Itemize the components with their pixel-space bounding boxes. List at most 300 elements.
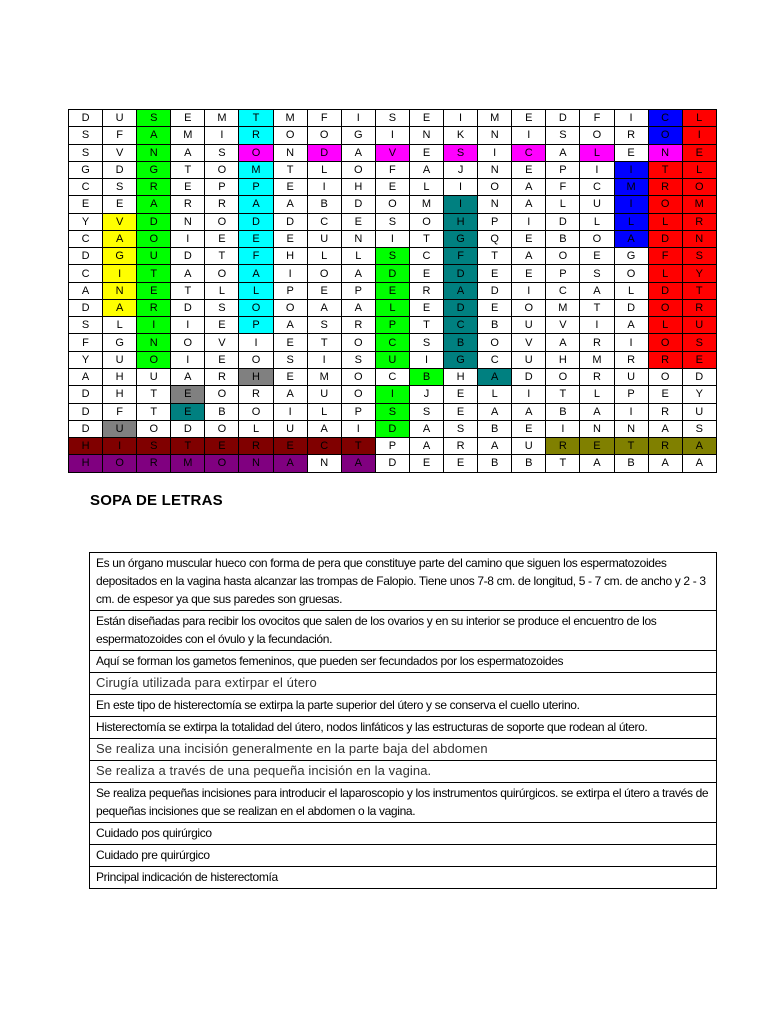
grid-cell: H: [103, 368, 137, 385]
grid-cell: T: [307, 334, 341, 351]
grid-cell: D: [137, 213, 171, 230]
grid-cell: A: [478, 368, 512, 385]
clue-row: [90, 823, 717, 845]
grid-cell: G: [103, 334, 137, 351]
grid-cell: D: [171, 420, 205, 437]
grid-cell: S: [682, 334, 716, 351]
grid-cell: A: [273, 196, 307, 213]
grid-cell: H: [103, 386, 137, 403]
grid-cell: U: [375, 351, 409, 368]
grid-cell: N: [648, 144, 682, 161]
grid-cell: G: [614, 248, 648, 265]
grid-cell: L: [682, 110, 716, 127]
grid-cell: E: [171, 386, 205, 403]
grid-row: [69, 230, 717, 247]
grid-cell: O: [648, 127, 682, 144]
grid-cell: R: [205, 196, 239, 213]
grid-cell: R: [614, 127, 648, 144]
grid-cell: O: [239, 299, 273, 316]
grid-cell: E: [444, 403, 478, 420]
grid-cell: D: [478, 282, 512, 299]
grid-cell: I: [273, 403, 307, 420]
grid-cell: M: [409, 196, 443, 213]
grid-cell: D: [69, 420, 103, 437]
grid-cell: N: [478, 196, 512, 213]
grid-cell: N: [682, 230, 716, 247]
grid-row: [69, 127, 717, 144]
clue-text: Es un órgano muscular hueco con forma de pera que constituye parte del camino que siguen los espermatozoides depositados en la vagina hasta alcanzar las trompas de Falopio. Tiene unos 7-8 cm. de longitud, 5 - 7 cm. de ancho y 2 - 3 cm. de espesor ya que sus paredes son gruesas.: [90, 553, 717, 611]
grid-row: [69, 386, 717, 403]
grid-cell: D: [171, 248, 205, 265]
clue-text: Aquí se forman los gametos femeninos, que pueden ser fecundados por los espermatozoides: [90, 651, 717, 673]
grid-cell: I: [239, 334, 273, 351]
word-search-grid: [68, 109, 717, 473]
grid-cell: I: [444, 179, 478, 196]
grid-cell: I: [614, 403, 648, 420]
grid-cell: O: [648, 299, 682, 316]
grid-cell: P: [614, 386, 648, 403]
grid-cell: S: [205, 144, 239, 161]
grid-cell: D: [546, 213, 580, 230]
grid-cell: A: [409, 438, 443, 455]
grid-cell: A: [546, 334, 580, 351]
grid-cell: F: [239, 248, 273, 265]
grid-cell: O: [682, 179, 716, 196]
grid-cell: O: [137, 420, 171, 437]
grid-cell: N: [341, 230, 375, 247]
grid-cell: V: [103, 213, 137, 230]
grid-cell: D: [375, 455, 409, 472]
grid-cell: R: [171, 196, 205, 213]
grid-cell: R: [341, 317, 375, 334]
grid-cell: I: [580, 161, 614, 178]
grid-row: [69, 403, 717, 420]
grid-cell: A: [409, 161, 443, 178]
grid-cell: C: [307, 438, 341, 455]
grid-cell: C: [69, 179, 103, 196]
grid-cell: E: [171, 179, 205, 196]
grid-cell: L: [580, 213, 614, 230]
grid-cell: N: [580, 420, 614, 437]
grid-row: [69, 213, 717, 230]
grid-cell: I: [307, 179, 341, 196]
grid-cell: E: [682, 144, 716, 161]
grid-cell: O: [137, 351, 171, 368]
grid-cell: R: [409, 282, 443, 299]
grid-cell: I: [409, 351, 443, 368]
grid-cell: A: [307, 420, 341, 437]
grid-cell: C: [648, 110, 682, 127]
grid-cell: V: [103, 144, 137, 161]
grid-cell: E: [341, 213, 375, 230]
grid-cell: I: [614, 196, 648, 213]
grid-cell: A: [137, 127, 171, 144]
grid-cell: D: [103, 161, 137, 178]
grid-cell: I: [546, 420, 580, 437]
grid-cell: I: [137, 317, 171, 334]
grid-cell: E: [409, 299, 443, 316]
grid-cell: E: [273, 334, 307, 351]
grid-cell: L: [239, 420, 273, 437]
page-title: SOPA DE LETRAS: [90, 492, 223, 509]
grid-cell: I: [682, 127, 716, 144]
grid-cell: O: [171, 334, 205, 351]
grid-cell: R: [205, 368, 239, 385]
grid-cell: S: [546, 127, 580, 144]
grid-cell: A: [341, 144, 375, 161]
grid-cell: Y: [682, 386, 716, 403]
clue-text: Cirugía utilizada para extirpar el útero: [90, 673, 717, 695]
grid-cell: B: [409, 368, 443, 385]
grid-cell: I: [444, 196, 478, 213]
grid-cell: A: [239, 196, 273, 213]
grid-cell: G: [69, 161, 103, 178]
clue-row: [90, 651, 717, 673]
grid-cell: T: [137, 403, 171, 420]
grid-cell: R: [137, 179, 171, 196]
grid-cell: A: [137, 196, 171, 213]
grid-cell: E: [375, 282, 409, 299]
grid-cell: T: [648, 161, 682, 178]
grid-cell: B: [478, 455, 512, 472]
clue-text: Se realiza una incisión generalmente en la parte baja del abdomen: [90, 739, 717, 761]
grid-cell: S: [137, 110, 171, 127]
grid-cell: U: [580, 196, 614, 213]
grid-cell: E: [512, 265, 546, 282]
grid-cell: B: [444, 334, 478, 351]
grid-cell: T: [580, 299, 614, 316]
grid-cell: S: [103, 179, 137, 196]
grid-cell: P: [273, 282, 307, 299]
grid-cell: O: [546, 248, 580, 265]
grid-cell: T: [546, 386, 580, 403]
grid-cell: D: [69, 248, 103, 265]
grid-cell: U: [307, 386, 341, 403]
grid-cell: M: [546, 299, 580, 316]
grid-cell: F: [375, 161, 409, 178]
grid-cell: R: [137, 299, 171, 316]
grid-cell: P: [375, 438, 409, 455]
grid-cell: B: [307, 196, 341, 213]
grid-cell: U: [512, 438, 546, 455]
grid-cell: A: [69, 368, 103, 385]
grid-cell: A: [171, 368, 205, 385]
grid-cell: I: [375, 127, 409, 144]
grid-cell: L: [341, 248, 375, 265]
clue-text: Se realiza a través de una pequeña incisión en la vagina.: [90, 761, 717, 783]
grid-cell: L: [648, 317, 682, 334]
grid-cell: A: [307, 299, 341, 316]
grid-cell: A: [103, 230, 137, 247]
grid-cell: I: [444, 110, 478, 127]
grid-cell: D: [546, 110, 580, 127]
grid-cell: B: [512, 455, 546, 472]
grid-cell: R: [137, 455, 171, 472]
grid-cell: N: [171, 213, 205, 230]
grid-cell: V: [205, 334, 239, 351]
grid-cell: L: [580, 386, 614, 403]
clue-text: Se realiza pequeñas incisiones para introducir el laparoscopio y los instrumentos quirúrgicos. se extirpa el útero a través de pequeñas incisiones que se realizan en el abdomen o la vagina.: [90, 783, 717, 823]
grid-cell: G: [137, 161, 171, 178]
grid-cell: S: [69, 317, 103, 334]
grid-cell: O: [273, 299, 307, 316]
grid-cell: B: [546, 230, 580, 247]
grid-cell: D: [273, 213, 307, 230]
grid-cell: E: [137, 282, 171, 299]
grid-cell: O: [103, 455, 137, 472]
grid-cell: D: [69, 386, 103, 403]
grid-cell: S: [137, 438, 171, 455]
grid-cell: D: [648, 282, 682, 299]
grid-cell: E: [409, 144, 443, 161]
grid-cell: S: [682, 420, 716, 437]
clue-row: [90, 783, 717, 823]
clue-text: Cuidado pos quirúrgico: [90, 823, 717, 845]
grid-cell: O: [137, 230, 171, 247]
grid-cell: M: [682, 196, 716, 213]
grid-cell: A: [580, 282, 614, 299]
grid-cell: O: [580, 230, 614, 247]
grid-cell: O: [307, 127, 341, 144]
grid-cell: A: [171, 144, 205, 161]
grid-cell: S: [273, 351, 307, 368]
grid-cell: A: [273, 455, 307, 472]
grid-cell: D: [171, 299, 205, 316]
grid-cell: T: [137, 265, 171, 282]
grid-row: [69, 334, 717, 351]
grid-cell: C: [69, 265, 103, 282]
grid-cell: I: [341, 110, 375, 127]
grid-cell: T: [171, 161, 205, 178]
grid-cell: F: [648, 248, 682, 265]
grid-cell: D: [375, 420, 409, 437]
grid-cell: A: [512, 196, 546, 213]
grid-cell: L: [546, 196, 580, 213]
grid-row: [69, 282, 717, 299]
grid-cell: C: [409, 248, 443, 265]
grid-row: [69, 438, 717, 455]
grid-cell: N: [614, 420, 648, 437]
grid-cell: P: [546, 161, 580, 178]
grid-cell: F: [103, 127, 137, 144]
grid-cell: L: [307, 161, 341, 178]
grid-cell: E: [273, 179, 307, 196]
grid-cell: O: [478, 334, 512, 351]
grid-cell: Q: [478, 230, 512, 247]
grid-cell: T: [682, 282, 716, 299]
grid-cell: M: [580, 351, 614, 368]
grid-cell: I: [171, 230, 205, 247]
grid-cell: D: [375, 265, 409, 282]
grid-cell: S: [69, 127, 103, 144]
grid-cell: V: [546, 317, 580, 334]
grid-cell: E: [409, 110, 443, 127]
grid-cell: P: [205, 179, 239, 196]
grid-cell: U: [682, 403, 716, 420]
grid-row: [69, 299, 717, 316]
clue-row: [90, 611, 717, 651]
grid-cell: E: [512, 230, 546, 247]
grid-cell: M: [307, 368, 341, 385]
grid-cell: C: [546, 282, 580, 299]
grid-cell: E: [171, 110, 205, 127]
grid-row: [69, 161, 717, 178]
grid-cell: R: [648, 179, 682, 196]
grid-cell: R: [648, 403, 682, 420]
grid-cell: C: [580, 179, 614, 196]
grid-cell: T: [171, 282, 205, 299]
grid-cell: E: [205, 317, 239, 334]
grid-cell: N: [478, 161, 512, 178]
grid-cell: O: [205, 161, 239, 178]
grid-cell: U: [512, 317, 546, 334]
grid-cell: O: [648, 334, 682, 351]
grid-cell: F: [546, 179, 580, 196]
grid-cell: I: [103, 438, 137, 455]
grid-cell: U: [307, 230, 341, 247]
grid-cell: D: [341, 196, 375, 213]
grid-cell: T: [137, 386, 171, 403]
grid-cell: I: [171, 351, 205, 368]
grid-cell: E: [205, 351, 239, 368]
grid-cell: O: [205, 386, 239, 403]
grid-cell: U: [273, 420, 307, 437]
grid-cell: E: [478, 265, 512, 282]
grid-cell: S: [375, 213, 409, 230]
grid-cell: E: [273, 230, 307, 247]
grid-cell: D: [69, 110, 103, 127]
grid-cell: O: [341, 368, 375, 385]
grid-cell: A: [273, 386, 307, 403]
grid-cell: O: [648, 196, 682, 213]
grid-cell: L: [103, 317, 137, 334]
grid-cell: E: [512, 110, 546, 127]
grid-cell: A: [512, 248, 546, 265]
grid-cell: S: [682, 248, 716, 265]
grid-cell: V: [512, 334, 546, 351]
grid-cell: R: [682, 213, 716, 230]
grid-cell: O: [409, 213, 443, 230]
grid-cell: D: [307, 144, 341, 161]
grid-cell: G: [444, 230, 478, 247]
grid-cell: D: [682, 368, 716, 385]
grid-cell: G: [341, 127, 375, 144]
clue-row: [90, 845, 717, 867]
grid-cell: M: [614, 179, 648, 196]
grid-cell: I: [375, 386, 409, 403]
grid-cell: E: [375, 179, 409, 196]
grid-cell: J: [444, 161, 478, 178]
grid-cell: F: [103, 403, 137, 420]
clues-table: [89, 552, 717, 889]
grid-cell: P: [478, 213, 512, 230]
grid-cell: C: [512, 144, 546, 161]
grid-cell: L: [614, 282, 648, 299]
grid-cell: H: [273, 248, 307, 265]
grid-cell: A: [239, 265, 273, 282]
grid-cell: J: [409, 386, 443, 403]
grid-cell: I: [512, 127, 546, 144]
grid-cell: E: [580, 438, 614, 455]
grid-cell: S: [409, 403, 443, 420]
clue-row: [90, 761, 717, 783]
grid-cell: B: [205, 403, 239, 420]
grid-cell: U: [103, 351, 137, 368]
grid-cell: I: [580, 317, 614, 334]
grid-cell: T: [341, 438, 375, 455]
grid-cell: T: [478, 248, 512, 265]
grid-cell: T: [171, 438, 205, 455]
grid-cell: R: [580, 334, 614, 351]
grid-cell: I: [341, 420, 375, 437]
grid-cell: Y: [69, 213, 103, 230]
grid-cell: U: [137, 368, 171, 385]
grid-cell: B: [478, 420, 512, 437]
grid-cell: I: [273, 265, 307, 282]
grid-cell: S: [580, 265, 614, 282]
grid-cell: S: [375, 248, 409, 265]
clue-text: En este tipo de histerectomía se extirpa la parte superior del útero y se conserva el cuello uterino.: [90, 695, 717, 717]
grid-cell: L: [307, 248, 341, 265]
grid-cell: N: [273, 144, 307, 161]
grid-row: [69, 196, 717, 213]
grid-cell: F: [444, 248, 478, 265]
grid-cell: O: [205, 213, 239, 230]
grid-cell: C: [307, 213, 341, 230]
grid-cell: B: [546, 403, 580, 420]
grid-cell: N: [137, 144, 171, 161]
grid-cell: O: [205, 265, 239, 282]
grid-cell: T: [273, 161, 307, 178]
grid-row: [69, 110, 717, 127]
grid-cell: S: [409, 334, 443, 351]
grid-cell: R: [682, 299, 716, 316]
grid-cell: O: [341, 334, 375, 351]
grid-cell: A: [580, 403, 614, 420]
grid-cell: A: [648, 455, 682, 472]
grid-cell: A: [614, 317, 648, 334]
grid-cell: K: [444, 127, 478, 144]
grid-cell: E: [239, 230, 273, 247]
grid-cell: A: [444, 282, 478, 299]
grid-cell: T: [546, 455, 580, 472]
grid-cell: I: [614, 334, 648, 351]
grid-cell: R: [239, 438, 273, 455]
grid-cell: C: [375, 334, 409, 351]
grid-cell: A: [648, 420, 682, 437]
grid-row: [69, 420, 717, 437]
grid-cell: E: [512, 161, 546, 178]
clue-row: [90, 553, 717, 611]
grid-cell: R: [614, 351, 648, 368]
grid-cell: I: [103, 265, 137, 282]
grid-cell: C: [444, 317, 478, 334]
grid-cell: N: [409, 127, 443, 144]
grid-cell: D: [648, 230, 682, 247]
grid-cell: P: [239, 317, 273, 334]
grid-cell: E: [409, 265, 443, 282]
grid-cell: M: [171, 127, 205, 144]
grid-cell: D: [239, 213, 273, 230]
grid-cell: T: [614, 438, 648, 455]
grid-cell: I: [307, 351, 341, 368]
grid-cell: C: [69, 230, 103, 247]
grid-cell: O: [375, 196, 409, 213]
grid-cell: E: [171, 403, 205, 420]
grid-cell: A: [478, 403, 512, 420]
grid-cell: E: [444, 386, 478, 403]
grid-cell: L: [614, 213, 648, 230]
